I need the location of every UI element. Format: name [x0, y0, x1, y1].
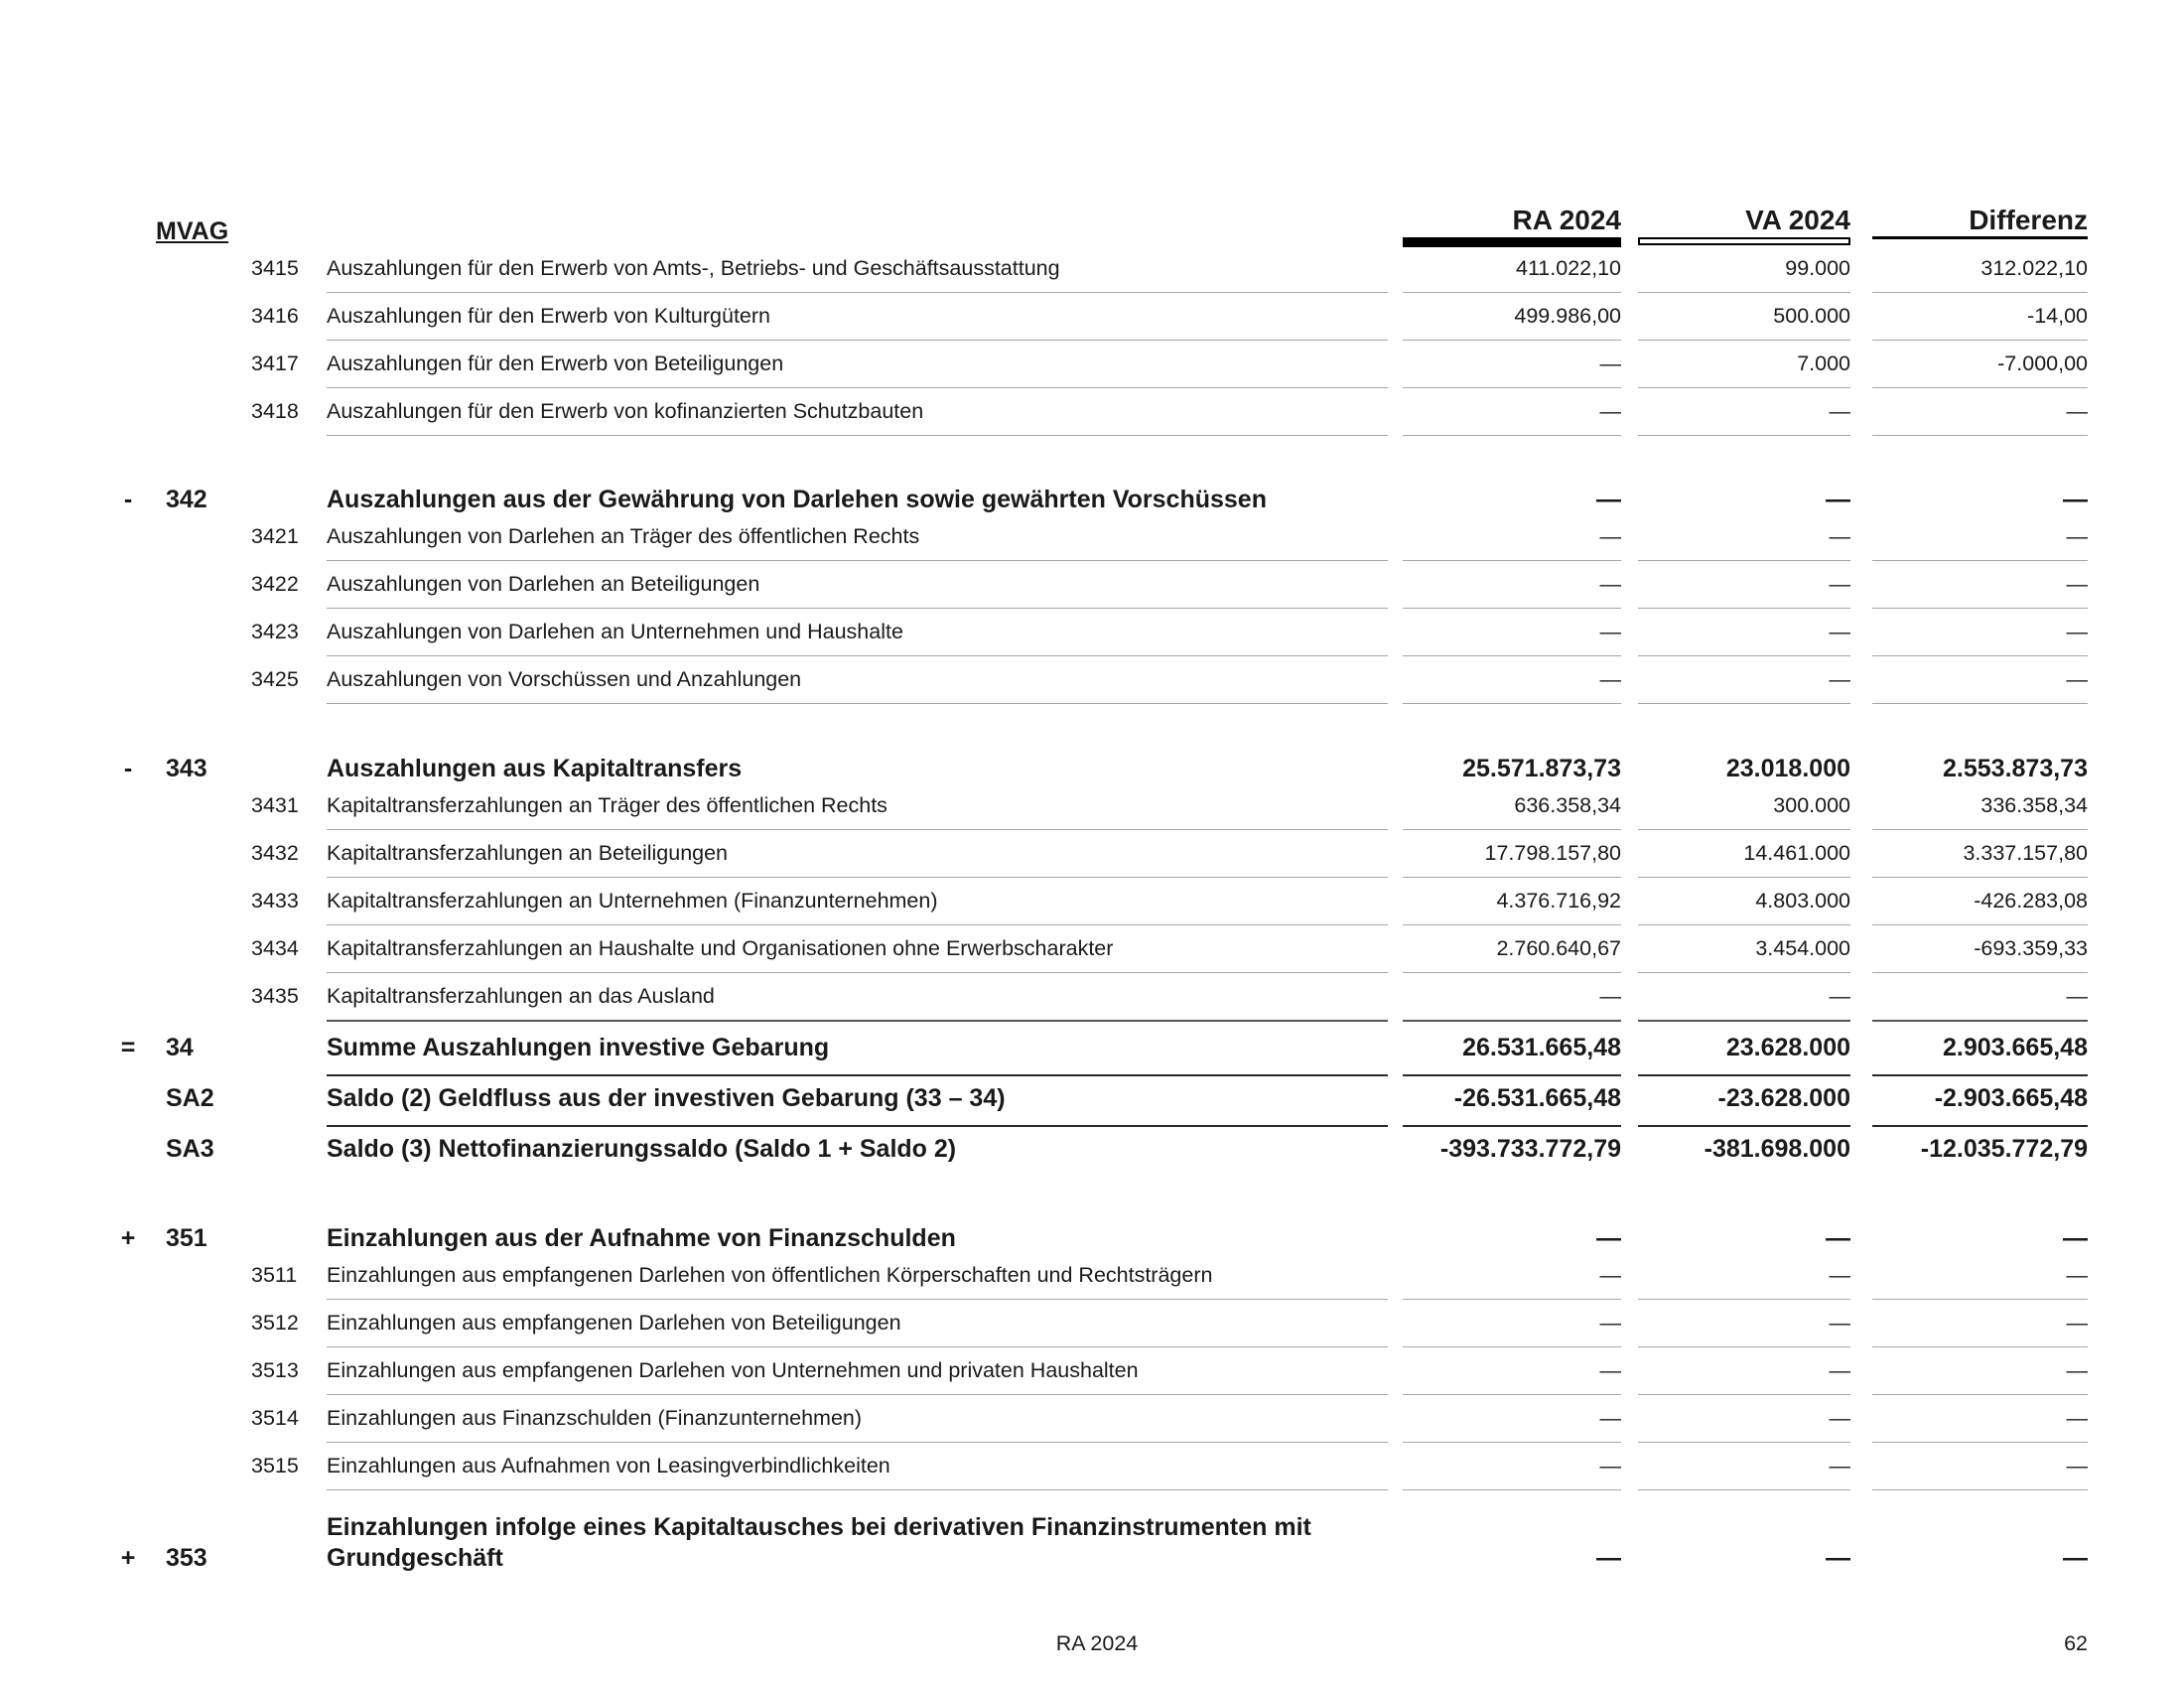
column-header-ra-2024: RA 2024 — [1512, 205, 1621, 235]
row-label: Einzahlungen aus empfangenen Darlehen von Beteiligungen — [327, 1311, 901, 1335]
row-divider — [1403, 972, 1621, 973]
mvag-code: SA2 — [166, 1084, 214, 1112]
row-divider — [327, 1299, 1388, 1300]
account-code: 3423 — [251, 620, 299, 643]
value-va-2024: — — [1829, 524, 1850, 548]
value-differenz: — — [2066, 1358, 2088, 1382]
value-va-2024: — — [1829, 399, 1850, 423]
row-divider — [1872, 655, 2088, 656]
value-va-2024: 3.454.000 — [1755, 936, 1850, 960]
row-divider — [327, 292, 1388, 293]
row-divider — [327, 560, 1388, 561]
row-divider — [1638, 1442, 1850, 1443]
row-label: Kapitaltransferzahlungen an Träger des öffentlichen Rechts — [327, 793, 887, 817]
account-code: 3425 — [251, 667, 299, 691]
value-va-2024: 300.000 — [1773, 793, 1850, 817]
value-differenz: — — [2063, 486, 2088, 513]
row-divider — [1638, 1394, 1850, 1395]
row-sign: - — [123, 486, 133, 513]
value-ra-2024: — — [1596, 486, 1621, 513]
row-label: Auszahlungen von Vorschüssen und Anzahlungen — [327, 667, 802, 691]
account-code: 3433 — [251, 889, 299, 913]
row-divider — [327, 877, 1388, 878]
row-label: Saldo (2) Geldfluss aus der investiven Gebarung (33 – 34) — [327, 1084, 1006, 1112]
value-va-2024: 23.018.000 — [1725, 755, 1850, 782]
row-divider — [327, 340, 1388, 341]
row-label: Auszahlungen für den Erwerb von Amts-, Betriebs- und Geschäftsausstattung — [327, 256, 1060, 280]
row-divider — [327, 655, 1388, 656]
value-differenz: — — [2066, 572, 2088, 596]
row-divider — [1403, 292, 1621, 293]
value-ra-2024: — — [1599, 1263, 1621, 1287]
value-va-2024: — — [1829, 620, 1850, 643]
row-divider — [1872, 972, 2088, 973]
row-divider — [327, 924, 1388, 925]
row-divider — [1403, 703, 1621, 704]
value-ra-2024: 4.376.716,92 — [1496, 889, 1621, 913]
value-va-2024: — — [1829, 1358, 1850, 1382]
row-divider — [1403, 1299, 1621, 1300]
value-va-2024: — — [1829, 1263, 1850, 1287]
row-divider — [1403, 924, 1621, 925]
value-differenz: -14,00 — [2027, 304, 2088, 328]
row-divider — [327, 435, 1388, 436]
value-ra-2024: -26.531.665,48 — [1453, 1084, 1621, 1112]
value-differenz: — — [2066, 524, 2088, 548]
row-divider — [1638, 829, 1850, 830]
row-label-continued: Grundgeschäft — [327, 1544, 503, 1572]
row-label: Auszahlungen für den Erwerb von kofinanzierten Schutzbauten — [327, 399, 924, 423]
row-label: Kapitaltransferzahlungen an das Ausland — [327, 984, 715, 1008]
row-divider — [1638, 608, 1850, 609]
row-divider — [1872, 435, 2088, 436]
value-va-2024: 14.461.000 — [1743, 841, 1850, 865]
row-divider — [1872, 340, 2088, 341]
account-code: 3422 — [251, 572, 299, 596]
value-differenz: — — [2066, 1263, 2088, 1287]
value-differenz: — — [2063, 1224, 2088, 1252]
row-label: Auszahlungen von Darlehen an Unternehmen und Haushalte — [327, 620, 903, 643]
row-label: Einzahlungen aus empfangenen Darlehen von Unternehmen und privaten Haushalten — [327, 1358, 1139, 1382]
value-va-2024: — — [1829, 667, 1850, 691]
value-differenz: -2.903.665,48 — [1934, 1084, 2088, 1112]
row-divider — [1638, 435, 1850, 436]
value-ra-2024: 411.022,10 — [1515, 256, 1621, 280]
row-label: Einzahlungen aus der Aufnahme von Finanzschulden — [327, 1224, 956, 1252]
row-label: Saldo (3) Nettofinanzierungssaldo (Saldo 1 + Saldo 2) — [327, 1135, 957, 1163]
row-label: Einzahlungen aus Finanzschulden (Finanzunternehmen) — [327, 1406, 863, 1430]
row-sign: + — [120, 1224, 136, 1252]
value-va-2024: -381.698.000 — [1704, 1135, 1850, 1163]
mvag-column-header: MVAG — [156, 217, 229, 245]
value-differenz: 2.553.873,73 — [1943, 755, 2088, 782]
row-divider — [1403, 608, 1621, 609]
value-va-2024: — — [1826, 1544, 1850, 1572]
value-differenz: — — [2063, 1544, 2088, 1572]
value-va-2024: 99.000 — [1785, 256, 1850, 280]
value-ra-2024: — — [1596, 1544, 1621, 1572]
row-divider — [327, 608, 1388, 609]
mvag-code: 353 — [166, 1544, 207, 1572]
row-sign: + — [120, 1544, 136, 1572]
value-differenz: -693.359,33 — [1974, 936, 2088, 960]
account-code: 3417 — [251, 352, 299, 375]
row-label: Einzahlungen aus empfangenen Darlehen von öffentlichen Körperschaften und Rechtsträgern — [327, 1263, 1213, 1287]
value-differenz: — — [2066, 399, 2088, 423]
account-code: 3513 — [251, 1358, 299, 1382]
row-divider — [327, 1489, 1388, 1490]
value-va-2024: — — [1829, 1311, 1850, 1335]
value-ra-2024: -393.733.772,79 — [1439, 1135, 1621, 1163]
row-divider — [1872, 608, 2088, 609]
account-code: 3416 — [251, 304, 299, 328]
value-differenz: 2.903.665,48 — [1943, 1034, 2088, 1061]
row-divider — [1872, 387, 2088, 388]
row-divider — [1638, 340, 1850, 341]
row-divider — [327, 1442, 1388, 1443]
row-divider — [1403, 560, 1621, 561]
value-va-2024: — — [1829, 1454, 1850, 1477]
account-code: 3421 — [251, 524, 299, 548]
account-code: 3434 — [251, 936, 299, 960]
row-divider — [1638, 877, 1850, 878]
row-divider — [1872, 1074, 2088, 1076]
row-divider — [1403, 829, 1621, 830]
row-label: Einzahlungen infolge eines Kapitaltausches bei derivativen Finanzinstrumenten mit — [327, 1513, 1311, 1541]
row-label: Auszahlungen aus der Gewährung von Darlehen sowie gewährten Vorschüssen — [327, 486, 1267, 513]
value-va-2024: 4.803.000 — [1755, 889, 1850, 913]
row-divider — [1403, 1074, 1621, 1076]
value-differenz: — — [2066, 984, 2088, 1008]
row-sign: = — [120, 1034, 136, 1061]
account-code: 3511 — [251, 1263, 298, 1287]
value-differenz: — — [2066, 1311, 2088, 1335]
account-code: 3415 — [251, 256, 299, 280]
row-divider — [1638, 1489, 1850, 1490]
value-ra-2024: — — [1599, 620, 1621, 643]
row-divider — [1872, 1299, 2088, 1300]
value-ra-2024: 636.358,34 — [1514, 793, 1621, 817]
account-code: 3514 — [251, 1406, 299, 1430]
value-va-2024: — — [1826, 486, 1850, 513]
row-divider — [1403, 1020, 1621, 1022]
row-divider — [327, 829, 1388, 830]
row-divider — [1638, 1125, 1850, 1127]
value-differenz: — — [2066, 620, 2088, 643]
value-va-2024: — — [1829, 1406, 1850, 1430]
value-ra-2024: — — [1599, 399, 1621, 423]
row-divider — [1403, 387, 1621, 388]
value-ra-2024: — — [1599, 1358, 1621, 1382]
row-divider — [1872, 1125, 2088, 1127]
page-number: 62 — [2064, 1631, 2088, 1655]
row-divider — [1638, 292, 1850, 293]
row-divider — [1403, 1489, 1621, 1490]
value-differenz: 3.337.157,80 — [1963, 841, 2088, 865]
account-code: 3512 — [251, 1311, 299, 1335]
column-header-differenz: Differenz — [1969, 205, 2088, 235]
value-differenz: — — [2066, 1454, 2088, 1477]
value-differenz: -426.283,08 — [1974, 889, 2088, 913]
row-label: Kapitaltransferzahlungen an Unternehmen (Finanzunternehmen) — [327, 889, 938, 913]
row-divider — [327, 1074, 1388, 1076]
row-divider — [1403, 1346, 1621, 1347]
value-va-2024: — — [1829, 572, 1850, 596]
row-divider — [327, 703, 1388, 704]
row-label: Auszahlungen für den Erwerb von Kulturgütern — [327, 304, 770, 328]
row-divider — [327, 972, 1388, 973]
mvag-code: 34 — [166, 1034, 194, 1061]
row-divider — [1872, 1442, 2088, 1443]
value-va-2024: 500.000 — [1773, 304, 1850, 328]
row-divider — [1403, 340, 1621, 341]
row-divider — [1403, 435, 1621, 436]
value-differenz: 336.358,34 — [1980, 793, 2088, 817]
row-divider — [1872, 1489, 2088, 1490]
value-ra-2024: 26.531.665,48 — [1462, 1034, 1621, 1061]
value-va-2024: -23.628.000 — [1717, 1084, 1850, 1112]
row-divider — [327, 1346, 1388, 1347]
row-divider — [1638, 972, 1850, 973]
differenz-header-bar — [1872, 236, 2088, 239]
value-differenz: -7.000,00 — [1997, 352, 2088, 375]
row-label: Kapitaltransferzahlungen an Beteiligungen — [327, 841, 729, 865]
value-ra-2024: — — [1599, 1454, 1621, 1477]
row-divider — [1872, 829, 2088, 830]
row-divider — [1638, 560, 1850, 561]
account-code: 3435 — [251, 984, 299, 1008]
row-divider — [1872, 1346, 2088, 1347]
row-divider — [1872, 877, 2088, 878]
row-divider — [1403, 877, 1621, 878]
va-2024-header-bar — [1638, 237, 1850, 245]
value-va-2024: 7.000 — [1797, 352, 1850, 375]
column-header-va-2024: VA 2024 — [1745, 205, 1850, 235]
row-divider — [1872, 292, 2088, 293]
row-divider — [1403, 1125, 1621, 1127]
row-divider — [327, 387, 1388, 388]
value-ra-2024: — — [1599, 524, 1621, 548]
account-code: 3432 — [251, 841, 299, 865]
row-divider — [1638, 1020, 1850, 1022]
row-label: Auszahlungen für den Erwerb von Beteiligungen — [327, 352, 784, 375]
row-divider — [1872, 1394, 2088, 1395]
row-divider — [327, 1020, 1388, 1022]
row-sign: - — [123, 755, 133, 782]
row-divider — [1872, 924, 2088, 925]
value-ra-2024: — — [1599, 667, 1621, 691]
row-label: Summe Auszahlungen investive Gebarung — [327, 1034, 830, 1061]
value-ra-2024: — — [1599, 572, 1621, 596]
row-label: Auszahlungen aus Kapitaltransfers — [327, 755, 743, 782]
row-divider — [327, 1125, 1388, 1127]
account-code: 3515 — [251, 1454, 299, 1477]
value-ra-2024: — — [1599, 984, 1621, 1008]
value-ra-2024: — — [1596, 1224, 1621, 1252]
value-ra-2024: 499.986,00 — [1514, 304, 1621, 328]
row-divider — [1872, 560, 2088, 561]
row-divider — [1638, 924, 1850, 925]
row-divider — [1638, 1346, 1850, 1347]
account-code: 3431 — [251, 793, 299, 817]
value-va-2024: — — [1829, 984, 1850, 1008]
row-divider — [327, 1394, 1388, 1395]
value-va-2024: 23.628.000 — [1725, 1034, 1850, 1061]
ra-2024-header-bar — [1403, 237, 1621, 247]
value-ra-2024: — — [1599, 1406, 1621, 1430]
row-divider — [1638, 387, 1850, 388]
footer-title: RA 2024 — [1055, 1631, 1139, 1655]
row-divider — [1638, 655, 1850, 656]
value-ra-2024: — — [1599, 352, 1621, 375]
row-divider — [1638, 1074, 1850, 1076]
value-ra-2024: 17.798.157,80 — [1484, 841, 1621, 865]
row-label: Einzahlungen aus Aufnahmen von Leasingverbindlichkeiten — [327, 1454, 890, 1477]
value-differenz: -12.035.772,79 — [1920, 1135, 2088, 1163]
value-va-2024: — — [1826, 1224, 1850, 1252]
mvag-code: 351 — [166, 1224, 207, 1252]
row-divider — [1403, 1442, 1621, 1443]
value-differenz: 312.022,10 — [1980, 256, 2088, 280]
row-divider — [1872, 1020, 2088, 1022]
mvag-code: SA3 — [166, 1135, 214, 1163]
value-ra-2024: 25.571.873,73 — [1462, 755, 1621, 782]
value-ra-2024: — — [1599, 1311, 1621, 1335]
row-label: Auszahlungen von Darlehen an Träger des öffentlichen Rechts — [327, 524, 920, 548]
account-code: 3418 — [251, 399, 299, 423]
row-divider — [1403, 655, 1621, 656]
value-differenz: — — [2066, 667, 2088, 691]
row-divider — [1638, 703, 1850, 704]
row-divider — [1872, 703, 2088, 704]
row-label: Kapitaltransferzahlungen an Haushalte und Organisationen ohne Erwerbscharakter — [327, 936, 1114, 960]
mvag-code: 343 — [166, 755, 207, 782]
row-divider — [1403, 1394, 1621, 1395]
row-divider — [1638, 1299, 1850, 1300]
value-differenz: — — [2066, 1406, 2088, 1430]
value-ra-2024: 2.760.640,67 — [1496, 936, 1621, 960]
mvag-code: 342 — [166, 486, 207, 513]
row-label: Auszahlungen von Darlehen an Beteiligungen — [327, 572, 760, 596]
